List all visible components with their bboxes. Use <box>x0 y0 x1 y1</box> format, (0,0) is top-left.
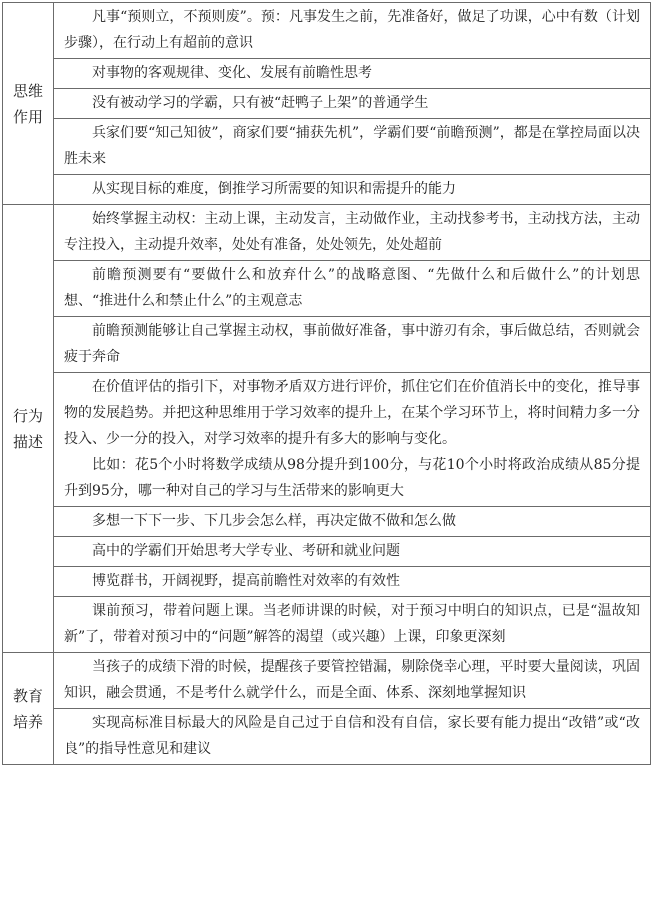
category-cell-behavior <box>3 205 54 653</box>
category-label: 描述 <box>12 432 43 451</box>
table-row <box>3 261 651 317</box>
paragraph: 多想一下下一步、下几步会怎么样，再决定做不做和怎么做 <box>92 513 456 529</box>
content-table <box>2 2 651 765</box>
table-row <box>3 205 651 261</box>
paragraph-example: 比如：花5个小时将数学成绩从98分提升到100分，与花10个小时将政治成绩从85分提升到95分，哪一种对自己的学习与生活带来的影响更大 <box>64 457 640 499</box>
paragraph: 在价值评估的指引下，对事物矛盾双方进行评价，抓住它们在价值消长中的变化，推导事物的发展趋势。并把这种思维用于学习效率的提升上，在某个学习环节上，将时间精力多一分投入、少一分的投入，对学习效率的提升有多大的影响与变化。 <box>64 379 640 447</box>
content-cell <box>54 317 651 373</box>
content-cell <box>54 89 651 119</box>
content-cell <box>54 567 651 597</box>
category-cell-thinking <box>3 3 54 205</box>
content-cell <box>54 3 651 59</box>
category-label: 作用 <box>12 107 43 126</box>
content-cell <box>54 373 651 507</box>
table-row <box>3 3 651 59</box>
paragraph: 前瞻预测能够让自己掌握主动权，事前做好准备，事中游刃有余，事后做总结，否则就会疲于奔命 <box>64 323 640 365</box>
category-label: 行为 <box>12 406 43 425</box>
table-row <box>3 119 651 175</box>
paragraph: 当孩子的成绩下滑的时候，提醒孩子要管控错漏，剔除侥幸心理，平时要大量阅读，巩固知识，融会贯通，不是考什么就学什么，而是全面、体系、深刻地掌握知识 <box>64 659 640 701</box>
content-cell <box>54 653 651 709</box>
category-label: 教育 <box>12 686 43 705</box>
table-row <box>3 175 651 205</box>
paragraph: 凡事“预则立，不预则废”。预：凡事发生之前，先准备好，做足了功课，心中有数（计划步骤），在行动上有超前的意识 <box>64 9 640 51</box>
table-row <box>3 537 651 567</box>
content-cell <box>54 507 651 537</box>
content-cell <box>54 119 651 175</box>
table-row <box>3 317 651 373</box>
content-cell <box>54 261 651 317</box>
content-cell <box>54 205 651 261</box>
paragraph: 前瞻预测要有“要做什么和放弃什么”的战略意图、“先做什么和后做什么”的计划思想、“推进什么和禁止什么”的主观意志 <box>64 267 640 309</box>
paragraph: 课前预习，带着问题上课。当老师讲课的时候，对于预习中明白的知识点，已是“温故知新”了，带着对预习中的“问题”解答的渴望（或兴趣）上课，印象更深刻 <box>64 603 640 645</box>
table-row <box>3 373 651 507</box>
paragraph: 实现高标准目标最大的风险是自己过于自信和没有自信，家长要有能力提出“改错”或“改良”的指导性意见和建议 <box>64 715 640 757</box>
content-cell <box>54 175 651 205</box>
content-cell <box>54 709 651 765</box>
table-row <box>3 709 651 765</box>
table-row <box>3 507 651 537</box>
category-cell-education <box>3 653 54 765</box>
category-label: 培养 <box>12 712 43 731</box>
table-row <box>3 89 651 119</box>
content-cell <box>54 537 651 567</box>
paragraph: 高中的学霸们开始思考大学专业、考研和就业问题 <box>92 543 400 559</box>
table-row <box>3 597 651 653</box>
paragraph: 对事物的客观规律、变化、发展有前瞻性思考 <box>92 65 372 81</box>
content-cell <box>54 597 651 653</box>
paragraph: 兵家们要“知己知彼”，商家们要“捕获先机”，学霸们要“前瞻预测”，都是在掌控局面以决胜未来 <box>64 125 640 167</box>
paragraph: 从实现目标的难度，倒推学习所需要的知识和需提升的能力 <box>92 181 456 197</box>
table-row <box>3 567 651 597</box>
table-row <box>3 653 651 709</box>
category-label: 思维 <box>12 81 43 100</box>
paragraph: 博览群书，开阔视野，提高前瞻性对效率的有效性 <box>92 573 400 589</box>
content-cell <box>54 59 651 89</box>
paragraph: 始终掌握主动权：主动上课，主动发言，主动做作业，主动找参考书，主动找方法，主动专注投入，主动提升效率，处处有准备，处处领先，处处超前 <box>64 211 640 253</box>
paragraph: 没有被动学习的学霸，只有被“赶鸭子上架”的普通学生 <box>92 95 429 111</box>
table-row <box>3 59 651 89</box>
